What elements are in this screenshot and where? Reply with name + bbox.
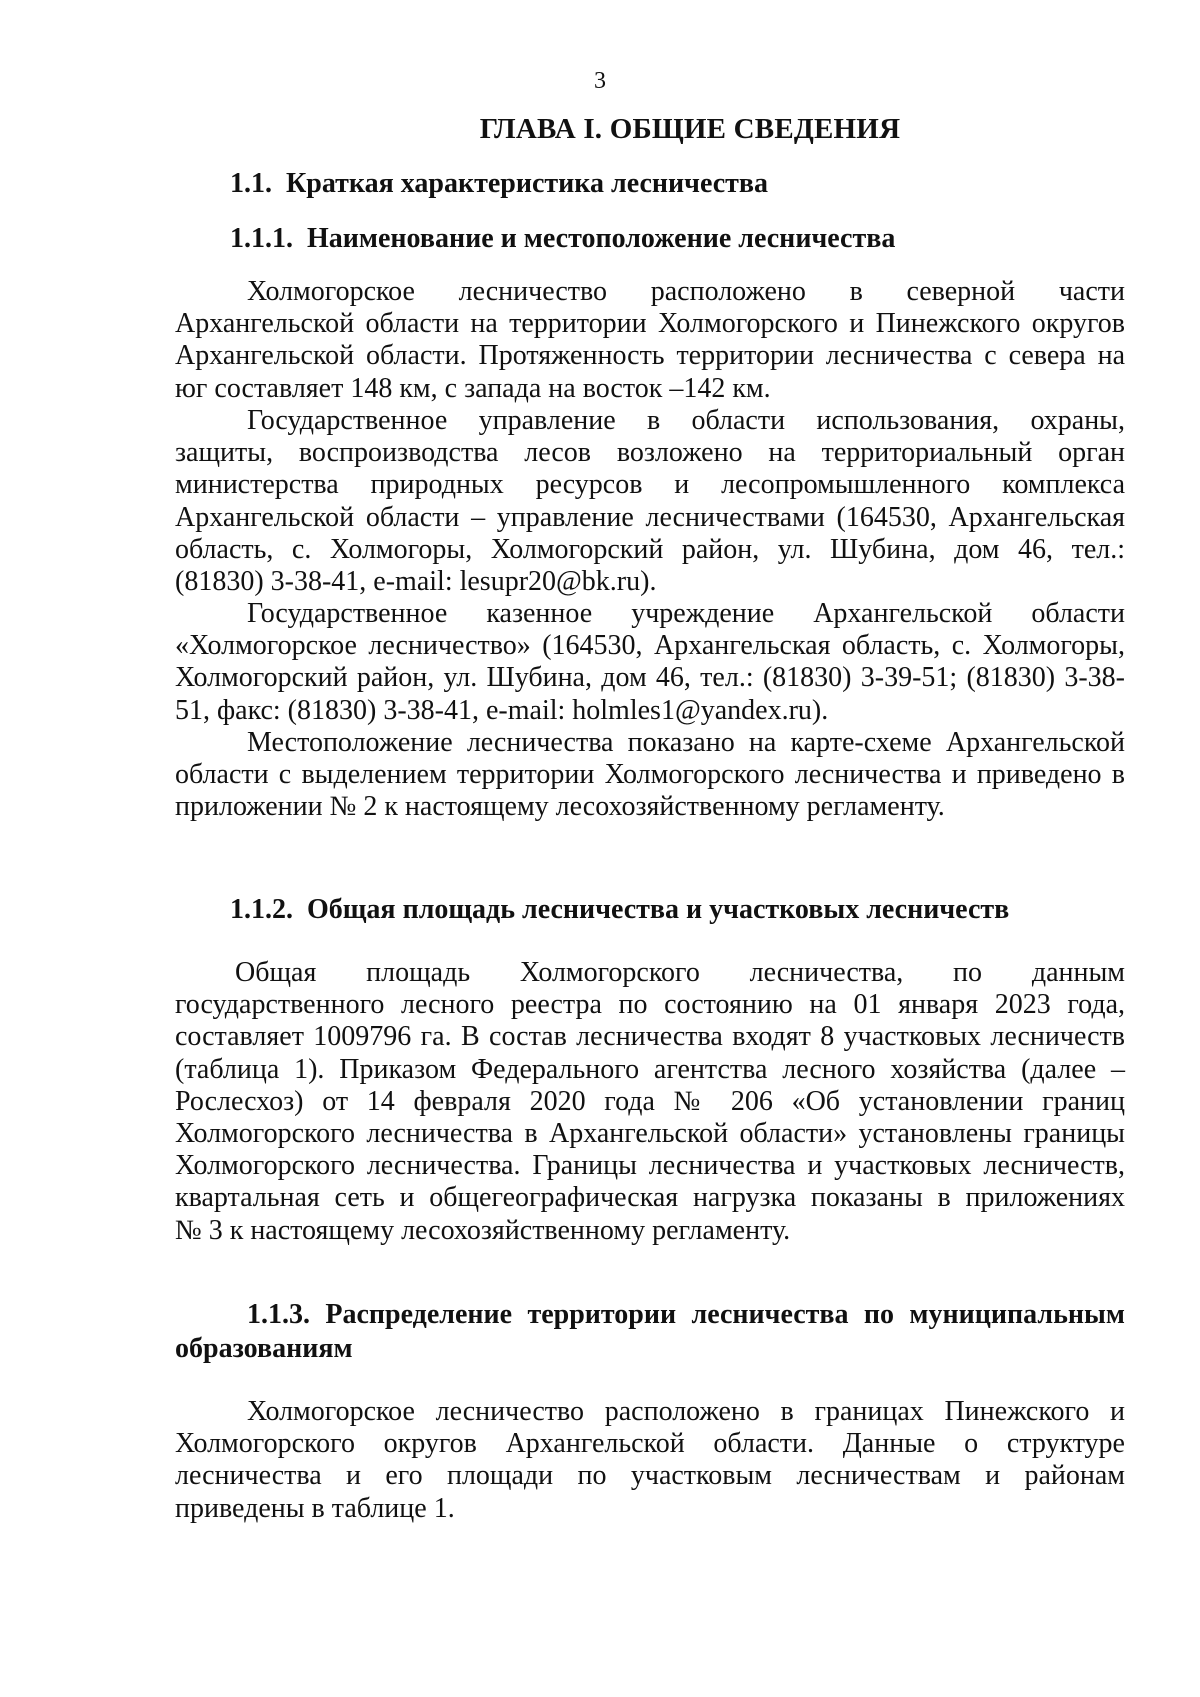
section-heading-1-1-1 <box>230 222 1180 256</box>
paragraph-municipal <box>175 1396 1125 1525</box>
text-line: область, с. Холмогоры, Холмогорский район, ул. Шубина, дом 46, тел.: <box>175 533 1125 565</box>
text-line: области с выделением территории Холмогорского лесничества и приведено в <box>175 759 1125 791</box>
section-number: 1.1.2. <box>230 894 293 925</box>
text-line: составляет 1009796 га. В состав лесничества входят 8 участковых лесничеств <box>175 1021 1125 1053</box>
paragraph-management <box>175 405 1125 598</box>
text-line: Архангельской области – управление лесничествами (164530, Архангельская <box>175 501 1125 533</box>
section-title-line: образованиям <box>175 1333 353 1364</box>
text-line: Государственное казенное учреждение Архангельской области <box>247 598 1125 629</box>
text-line: Архангельской области на территории Холмогорского и Пинежского округов <box>175 308 1125 340</box>
text-line: (таблица 1). Приказом Федерального агентства лесного хозяйства (далее – <box>175 1053 1125 1085</box>
paragraph-institution <box>175 598 1125 727</box>
text-line: Холмогорское лесничество расположено в северной части <box>247 276 1125 307</box>
page-number: 3 <box>594 68 606 94</box>
text-line: защиты, воспроизводства лесов возложено на территориальный орган <box>175 437 1125 469</box>
text-line: Общая площадь Холмогорского лесничества, по данным <box>235 957 1125 988</box>
text-line: Холмогорское лесничество расположено в границах Пинежского и <box>247 1396 1125 1427</box>
text-line: приложении № 2 к настоящему лесохозяйственному регламенту. <box>175 791 945 823</box>
section-title-line: 1.1.3. Распределение территории лесничества по муниципальным <box>247 1299 1125 1330</box>
section-title: Краткая характеристика лесничества <box>286 168 769 199</box>
text-line: лесничества и его площади по участковым лесничествам и районам <box>175 1460 1125 1492</box>
text-line: юг составляет 148 км, с запада на восток –142 км. <box>175 372 771 404</box>
text-line: министерства природных ресурсов и лесопромышленного комплекса <box>175 469 1125 501</box>
text-line: Холмогорского лесничества. Границы лесничества и участковых лесничеств, <box>175 1150 1125 1182</box>
text-line: Холмогорского округов Архангельской области. Данные о структуре <box>175 1428 1125 1460</box>
paragraph-map-reference <box>175 727 1125 824</box>
text-line: приведены в таблице 1. <box>175 1492 455 1524</box>
section-title: Наименование и местоположение лесничества <box>307 223 896 254</box>
section-heading-1-1 <box>230 167 1180 201</box>
section-number: 1.1.1. <box>230 223 293 254</box>
text-line: квартальная сеть и общегеографическая нагрузка показаны в приложениях <box>175 1182 1125 1214</box>
paragraph-total-area <box>175 957 1125 1247</box>
text-line: Государственное управление в области использования, охраны, <box>247 405 1125 436</box>
text-line: 51, факс: (81830) 3-38-41, e-mail: holmles1@yandex.ru). <box>175 694 829 726</box>
text-line: государственного лесного реестра по состоянию на 01 января 2023 года, <box>175 989 1125 1021</box>
section-heading-1-1-3 <box>175 1298 1125 1366</box>
text-line: Архангельской области. Протяженность территории лесничества с севера на <box>175 340 1125 372</box>
text-line: Рослесхоз) от 14 февраля 2020 года № 206 «Об установлении границ <box>175 1085 1125 1117</box>
text-line: Холмогорского лесничества в Архангельской области» установлены границы <box>175 1118 1125 1150</box>
text-line: № 3 к настоящему лесохозяйственному регламенту. <box>175 1214 791 1246</box>
paragraph-location <box>175 276 1125 405</box>
section-number: 1.1. <box>230 168 272 199</box>
text-line: Местоположение лесничества показано на карте-схеме Архангельской <box>247 727 1125 758</box>
section-title: Общая площадь лесничества и участковых лесничеств <box>307 894 1010 925</box>
text-line: (81830) 3-38-41, e-mail: lesupr20@bk.ru). <box>175 566 657 598</box>
chapter-title: ГЛАВА I. ОБЩИЕ СВЕДЕНИЯ <box>479 113 901 145</box>
section-heading-1-1-2 <box>230 893 1180 927</box>
text-line: «Холмогорское лесничество» (164530, Архангельская область, с. Холмогоры, <box>175 630 1125 662</box>
text-line: Холмогорский район, ул. Шубина, дом 46, тел.: (81830) 3-39-51; (81830) 3-38- <box>175 662 1125 694</box>
